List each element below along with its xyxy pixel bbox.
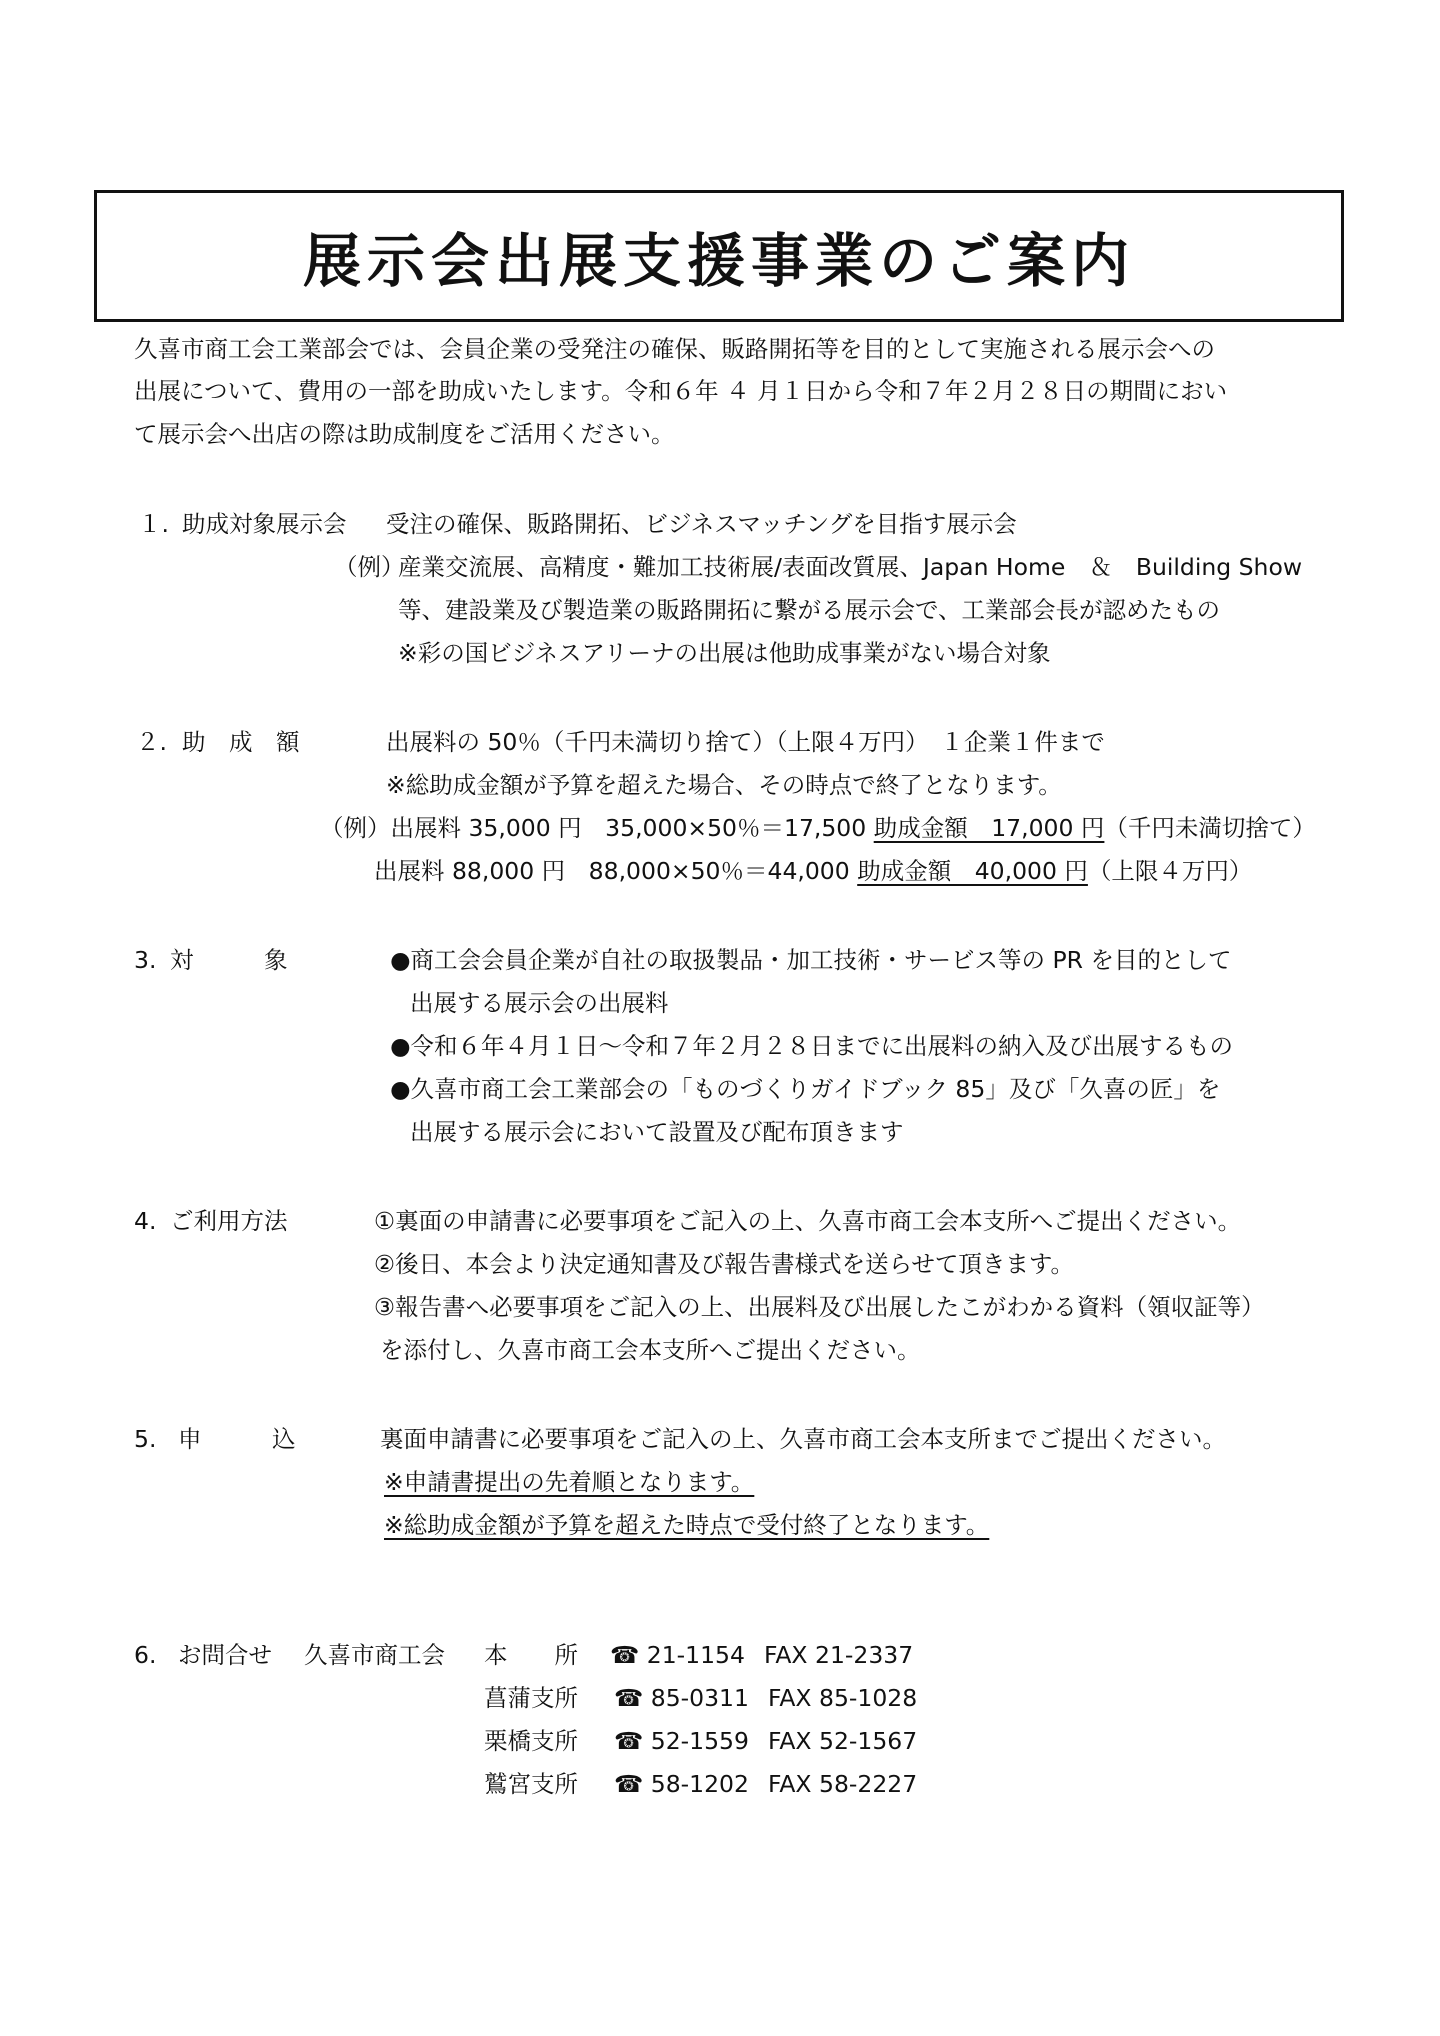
- section-2-example-1-amount: 助成金額 17,000 円: [873, 814, 1105, 842]
- title-box: [94, 190, 1344, 322]
- section-2-label: 助 成 額: [182, 728, 300, 756]
- section-1-number: １.: [138, 510, 169, 538]
- office-tel: ☎ 21-1154: [610, 1641, 745, 1669]
- section-4-line-4: を添付し、久喜市商工会本支所へご提出ください。: [380, 1336, 921, 1364]
- office-name: 本 所: [484, 1641, 578, 1669]
- intro-line-1: 久喜市商工会工業部会では、会員企業の受発注の確保、販路開拓等を目的として実施される展示会への: [134, 335, 1215, 363]
- office-fax: FAX 85-1028: [768, 1684, 918, 1712]
- office-name: 栗橋支所: [484, 1727, 578, 1755]
- section-2-example-2-calc: 出展料 88,000 円 88,000×50％＝44,000: [374, 857, 850, 885]
- section-5-text: 裏面申請書に必要事項をご記入の上、久喜市商工会本支所までご提出ください。: [380, 1425, 1226, 1453]
- office-fax: FAX 52-1567: [768, 1727, 918, 1755]
- office-tel: ☎ 85-0311: [614, 1684, 749, 1712]
- section-4-label: ご利用方法: [170, 1207, 288, 1235]
- section-3-number: 3.: [134, 946, 157, 974]
- section-5-note-2: ※総助成金額が予算を超えた時点で受付終了となります。: [384, 1511, 990, 1539]
- section-2-text: 出展料の 50％（千円未満切り捨て）（上限４万円） １企業１件まで: [386, 728, 1105, 756]
- section-1-example-label: （例）: [334, 553, 405, 581]
- section-6-number: 6.: [134, 1641, 157, 1669]
- section-2-example-1: [320, 813, 1316, 843]
- section-6-org: 久喜市商工会: [304, 1641, 445, 1669]
- section-1-label: 助成対象展示会: [182, 510, 347, 538]
- section-1-text: 受注の確保、販路開拓、ビジネスマッチングを目指す展示会: [386, 510, 1017, 538]
- section-4-line-2: ②後日、本会より決定通知書及び報告書様式を送らせて頂きます。: [374, 1250, 1074, 1278]
- section-5-number: 5.: [134, 1425, 157, 1453]
- section-1-example-line-1: 産業交流展、高精度・難加工技術展/表面改質展、Japan Home ＆ Building Show: [398, 553, 1303, 581]
- section-2-number: ２.: [136, 728, 167, 756]
- section-2-example-1-note: （千円未満切捨て）: [1104, 814, 1316, 842]
- section-2-example-1-calc: （例）出展料 35,000 円 35,000×50％＝17,500: [320, 814, 867, 842]
- section-4-line-3: ③報告書へ必要事項をご記入の上、出展料及び出展したこがわかる資料（領収証等）: [374, 1293, 1265, 1321]
- section-3-label: 対 象: [170, 946, 288, 974]
- section-2-example-2-note: （上限４万円）: [1087, 857, 1253, 885]
- section-2-example-2: [374, 856, 1252, 886]
- office-tel: ☎ 52-1559: [614, 1727, 749, 1755]
- section-1-example-line-2: 等、建設業及び製造業の販路開拓に繋がる展示会で、工業部会長が認めたもの: [398, 596, 1221, 624]
- intro-line-3: て展示会へ出店の際は助成制度をご活用ください。: [134, 420, 675, 448]
- section-6-label: お問合せ: [178, 1641, 272, 1669]
- section-1-example-line-3: ※彩の国ビジネスアリーナの出展は他助成事業がない場合対象: [398, 639, 1051, 667]
- office-name: 鷲宮支所: [484, 1770, 578, 1798]
- page-title: 展示会出展支援事業のご案内: [302, 227, 1135, 295]
- office-name: 菖蒲支所: [484, 1684, 578, 1712]
- section-5-note-1: ※申請書提出の先着順となります。: [384, 1468, 755, 1496]
- office-tel: ☎ 58-1202: [614, 1770, 749, 1798]
- section-3-line-5: 出展する展示会において設置及び配布頂きます: [410, 1118, 904, 1146]
- section-4-line-1: ①裏面の申請書に必要事項をご記入の上、久喜市商工会本支所へご提出ください。: [374, 1207, 1242, 1235]
- section-4-number: 4.: [134, 1207, 157, 1235]
- section-3-line-1: ●商工会会員企業が自社の取扱製品・加工技術・サービス等の PR を目的として: [390, 946, 1232, 974]
- intro-line-2: 出展について、費用の一部を助成いたします。令和６年 ４ 月１日から令和７年２月２８日の期間におい: [134, 377, 1228, 405]
- section-5-label: 申 込: [178, 1425, 296, 1453]
- section-3-line-3: ●令和６年４月１日～令和７年２月２８日までに出展料の納入及び出展するもの: [390, 1032, 1234, 1060]
- office-fax: FAX 21-2337: [764, 1641, 914, 1669]
- section-3-line-2: 出展する展示会の出展料: [410, 989, 669, 1017]
- section-2-note: ※総助成金額が予算を超えた場合、その時点で終了となります。: [386, 771, 1062, 799]
- section-2-example-2-amount: 助成金額 40,000 円: [857, 857, 1088, 885]
- office-fax: FAX 58-2227: [768, 1770, 918, 1798]
- section-3-line-4: ●久喜市商工会工業部会の「ものづくりガイドブック 85」及び「久喜の匠」を: [390, 1075, 1221, 1103]
